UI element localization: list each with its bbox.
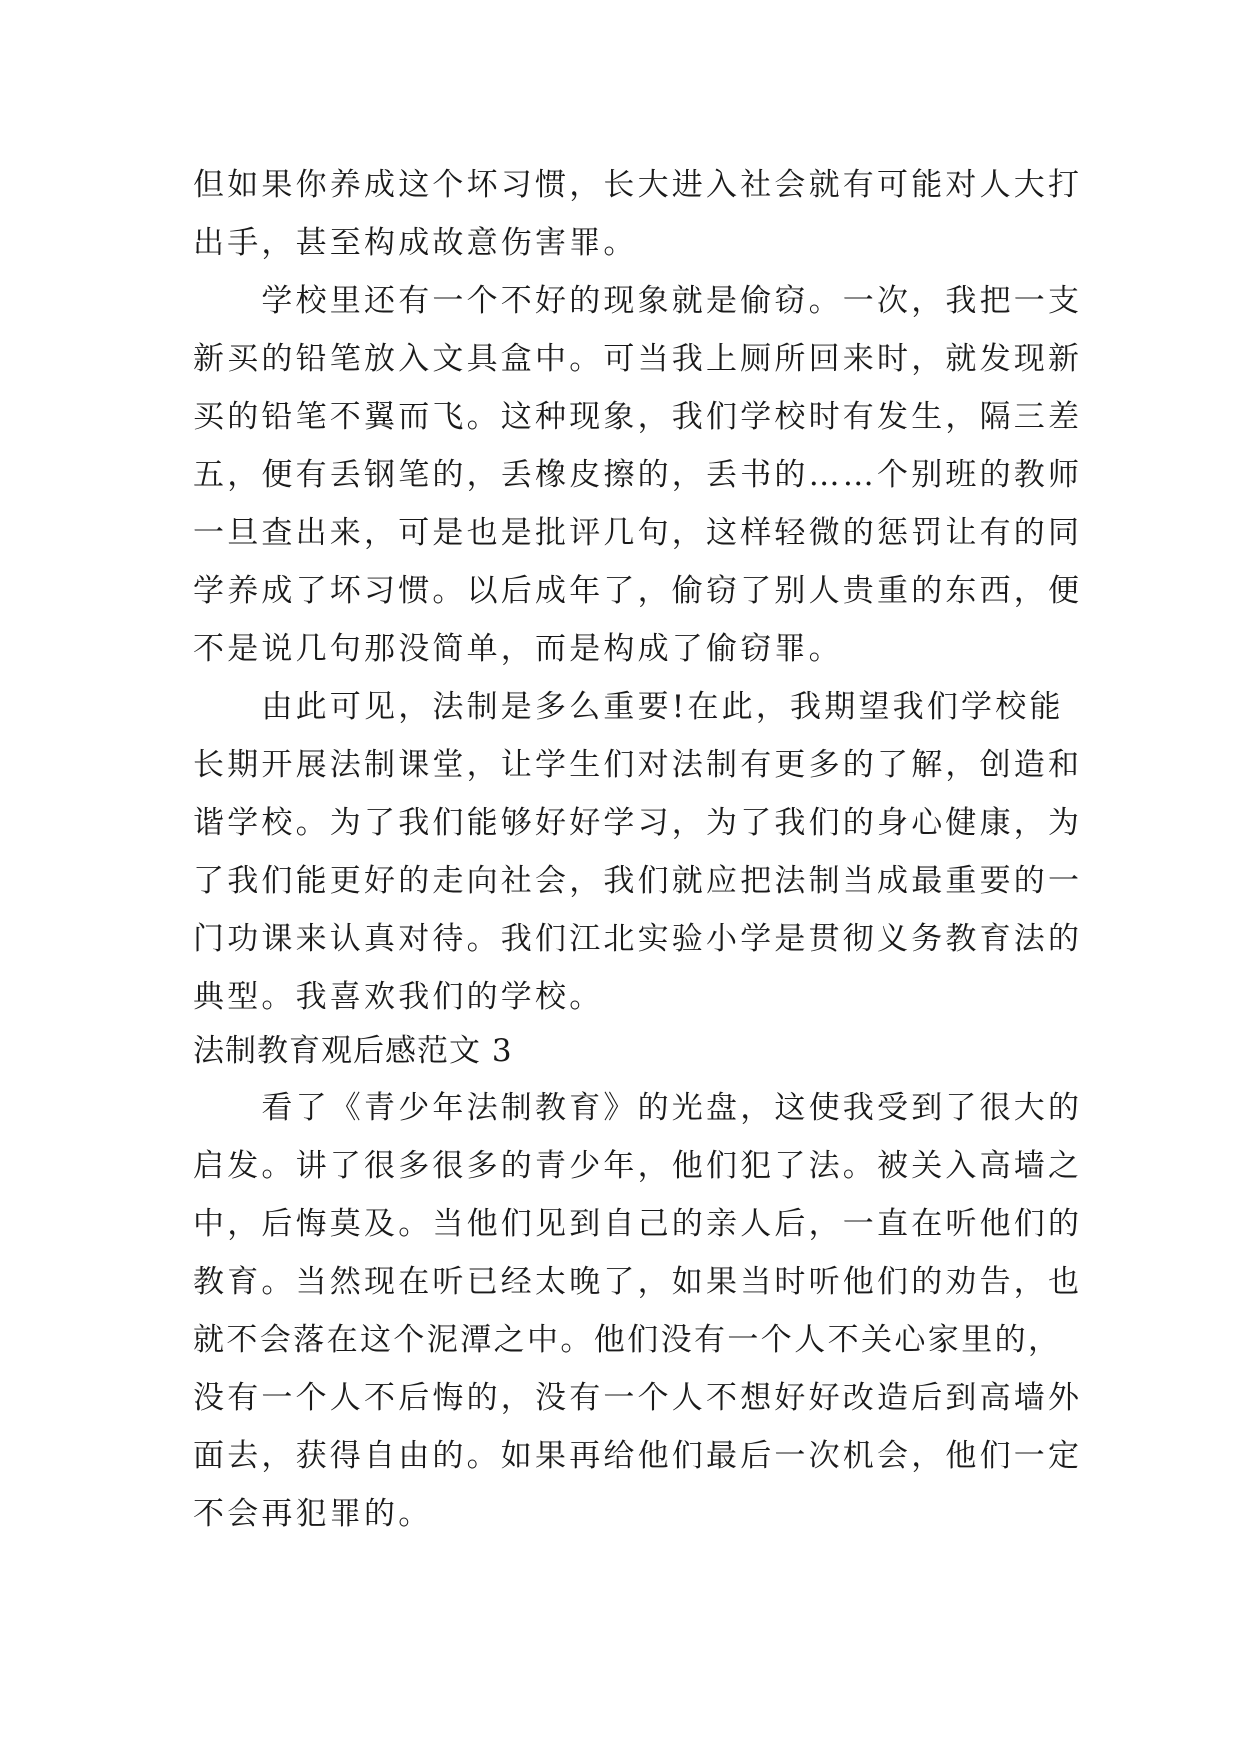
text-line: 不是说几句那没简单，而是构成了偷窃罪。 <box>193 631 843 667</box>
text-line: 中，后悔莫及。当他们见到自己的亲人后，一直在听他们的 <box>193 1206 1083 1242</box>
text-line: 出手，甚至构成故意伤害罪。 <box>193 225 638 261</box>
section-heading: 法制教育观后感范文 3 <box>193 1033 513 1069</box>
text-line: 不会再犯罪的。 <box>193 1496 433 1532</box>
text-line: 没有一个人不后悔的，没有一个人不想好好改造后到高墙外 <box>193 1380 1083 1416</box>
text-line: 谐学校。为了我们能够好好学习，为了我们的身心健康，为 <box>193 805 1083 841</box>
text-line: 启发。讲了很多很多的青少年，他们犯了法。被关入高墙之 <box>193 1148 1083 1184</box>
text-line: 看了《青少年法制教育》的光盘，这使我受到了很大的 <box>193 1090 1083 1126</box>
text-line: 长期开展法制课堂，让学生们对法制有更多的了解，创造和 <box>193 747 1083 783</box>
text-line: 学校里还有一个不好的现象就是偷窃。一次，我把一支 <box>193 283 1083 319</box>
text-line: 就不会落在这个泥潭之中。他们没有一个人不关心家里的， <box>193 1322 1062 1358</box>
text-line: 面去，获得自由的。如果再给他们最后一次机会，他们一定 <box>193 1438 1083 1474</box>
text-line: 买的铅笔不翼而飞。这种现象，我们学校时有发生，隔三差 <box>193 399 1083 435</box>
text-line: 由此可见，法制是多么重要!在此，我期望我们学校能 <box>193 689 1064 725</box>
text-line: 一旦查出来，可是也是批评几句，这样轻微的惩罚让有的同 <box>193 515 1083 551</box>
text-line: 了我们能更好的走向社会，我们就应把法制当成最重要的一 <box>193 863 1083 899</box>
text-line: 门功课来认真对待。我们江北实验小学是贯彻义务教育法的 <box>193 921 1083 957</box>
text-line: 教育。当然现在听已经太晚了，如果当时听他们的劝告，也 <box>193 1264 1083 1300</box>
text-line: 但如果你养成这个坏习惯，长大进入社会就有可能对人大打 <box>193 167 1083 203</box>
text-line: 学养成了坏习惯。以后成年了，偷窃了别人贵重的东西，便 <box>193 573 1083 609</box>
text-line: 五，便有丢钢笔的，丢橡皮擦的，丢书的……个别班的教师 <box>193 457 1083 493</box>
text-line: 典型。我喜欢我们的学校。 <box>193 979 604 1015</box>
text-line: 新买的铅笔放入文具盒中。可当我上厕所回来时，就发现新 <box>193 341 1083 377</box>
